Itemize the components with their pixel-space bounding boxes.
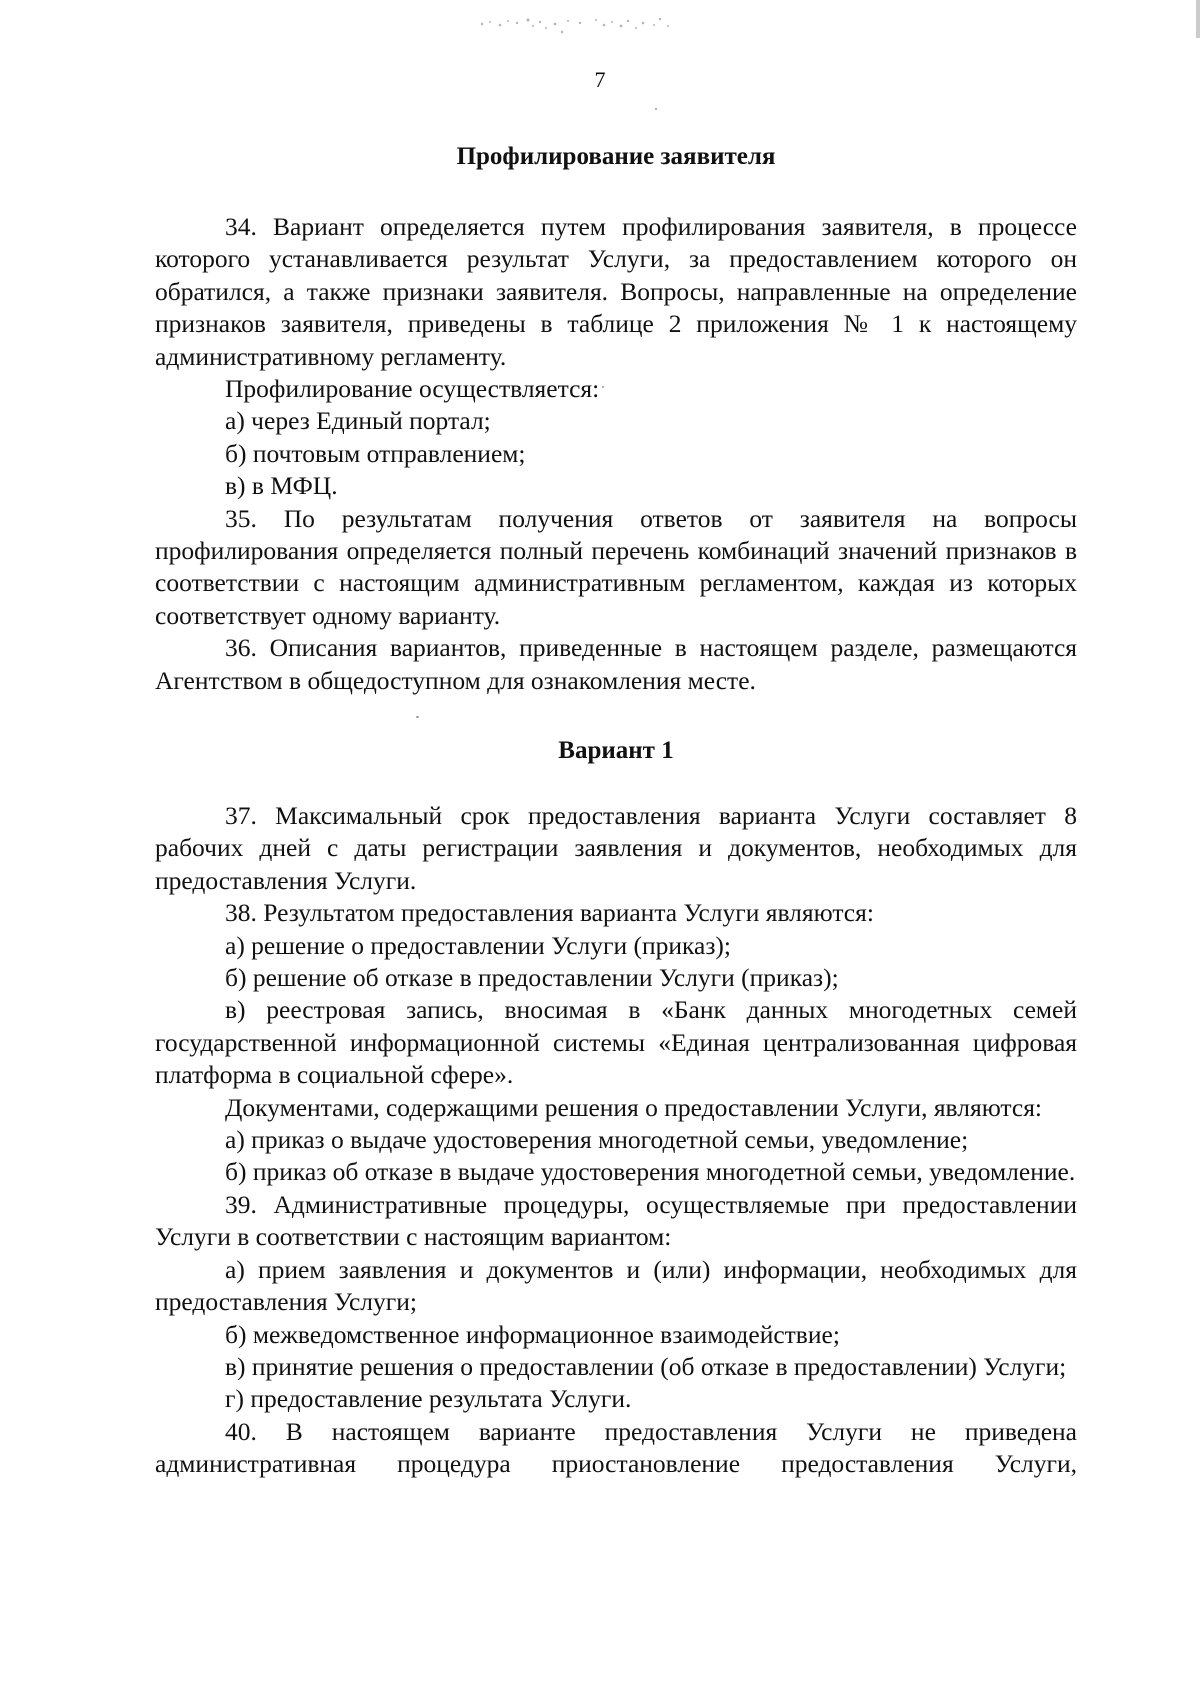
list-item-portal: а) через Единый портал; — [225, 406, 491, 436]
section-heading-variant-1: Вариант 1 — [558, 737, 674, 764]
list-item-decision-grant: а) решение о предоставлении Услуги (приказ); — [225, 930, 731, 960]
paragraph-39: 39. Административные процедуры, осуществляемые при предоставлении Услуги в соответствии с настоящим вариантом: — [155, 1189, 1077, 1252]
scan-edge-mark — [1196, 0, 1200, 38]
section-profiling-body — [155, 211, 1077, 697]
page-number: 7 — [594, 67, 606, 92]
list-item-interagency: б) межведомственное информационное взаимодействие; — [225, 1319, 840, 1349]
paragraph-35: 35. По результатам получения ответов от заявителя на вопросы профилирования определяется полный перечень комбинаций значений признаков в соответствии с настоящим административным регламентом, каждая из которых соответствует одному варианту. — [155, 503, 1077, 630]
list-item-reception: а) прием заявления и документов и (или) информации, необходимых для предоставления Услуги; — [155, 1254, 1077, 1317]
paragraph-profiling-ways: Профилирование осуществляется: — [225, 374, 600, 404]
list-item-decision: в) принятие решения о предоставлении (об отказе в предоставлении) Услуги; — [225, 1351, 1067, 1381]
list-item-decision-refuse: б) решение об отказе в предоставлении Услуги (приказ); — [225, 963, 839, 993]
paragraph-40: 40. В настоящем варианте предоставления Услуги не приведена административная процедура приостановление предоставления Услуги, — [155, 1416, 1077, 1479]
list-item-post: б) почтовым отправлением; — [225, 438, 526, 468]
scan-speck — [655, 108, 657, 110]
scan-noise-decoration — [470, 6, 730, 42]
section-variant-1-body — [155, 800, 1077, 1481]
paragraph-38: 38. Результатом предоставления варианта Услуги являются: — [225, 898, 874, 928]
list-item-mfc: в) в МФЦ. — [225, 471, 338, 501]
list-item-registry-record: в) реестровая запись, вносимая в «Банк данных многодетных семей государственной информационной системы «Единая централизованная цифровая платформа в социальной сфере». — [155, 995, 1077, 1090]
list-item-order-issue: а) приказ о выдаче удостоверения многодетной семьи, уведомление; — [225, 1125, 969, 1155]
paragraph-37: 37. Максимальный срок предоставления варианта Услуги составляет 8 рабочих дней с даты регистрации заявления и документов, необходимых для предоставления Услуги. — [155, 801, 1077, 895]
section-heading-profiling: Профилирование заявителя — [456, 143, 776, 170]
paragraph-documents: Документами, содержащими решения о предоставлении Услуги, являются: — [225, 1092, 1043, 1122]
scan-speck — [416, 716, 419, 718]
paragraph-36: 36. Описания вариантов, приведенные в настоящем разделе, размещаются Агентством в общедоступном для ознакомления месте. — [155, 633, 1077, 695]
list-item-order-refuse: б) приказ об отказе в выдаче удостоверения многодетной семьи, уведомление. — [225, 1157, 1076, 1187]
paragraph-34: 34. Вариант определяется путем профилирования заявителя, в процессе которого устанавливается результат Услуги, за предоставлением которого он обратился, а также признаки заявителя. Вопросы, направленные на определение признаков заявителя, приведены в таблице 2 приложения № 1 к настоящему административному регламенту. — [155, 212, 1077, 371]
list-item-result: г) предоставление результата Услуги. — [225, 1384, 632, 1414]
